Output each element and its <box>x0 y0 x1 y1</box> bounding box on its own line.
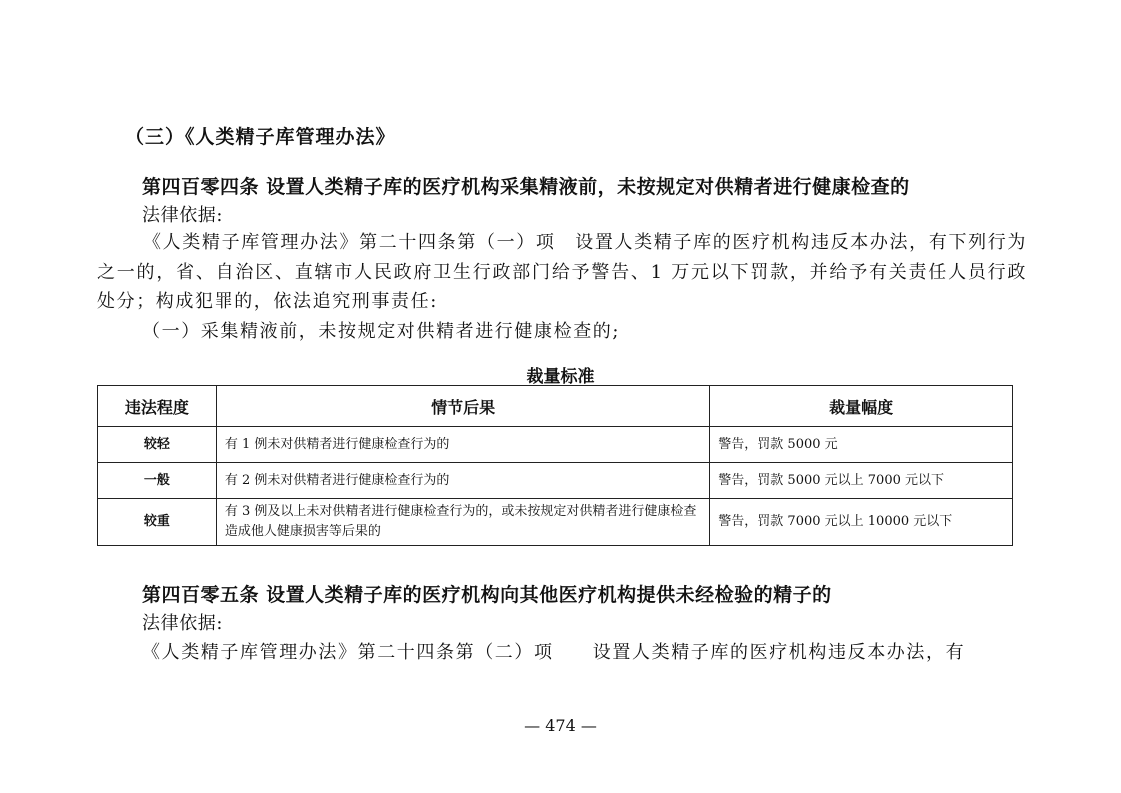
cell-circumstance: 有 1 例未对供精者进行健康检查行为的 <box>216 427 709 463</box>
article-405-title: 第四百零五条 设置人类精子库的医疗机构向其他医疗机构提供未经检验的精子的 <box>142 584 832 606</box>
cell-level: 一般 <box>98 463 217 499</box>
table-row <box>98 427 1013 463</box>
cell-range: 警告，罚款 5000 元以上 7000 元以下 <box>710 463 1013 499</box>
header-violation-level: 违法程度 <box>98 386 217 427</box>
page-number: — 474 — <box>524 716 597 735</box>
header-circumstance: 情节后果 <box>216 386 709 427</box>
cell-range: 警告，罚款 7000 元以上 10000 元以下 <box>710 499 1013 546</box>
cell-circumstance: 有 3 例及以上未对供精者进行健康检查行为的，或未按规定对供精者进行健康检查造成他人健康损害等后果的 <box>216 499 709 546</box>
article-404-basis-text: 《人类精子库管理办法》第二十四条第（一）项 设置人类精子库的医疗机构违反本办法，有下列行为之一的，省、自治区、直辖市人民政府卫生行政部门给予警告、1 万元以下罚款，并给予有关责任人员行政处分；构成犯罪的，依法追究刑事责任: <box>97 232 1027 312</box>
article-404-title: 第四百零四条 设置人类精子库的医疗机构采集精液前，未按规定对供精者进行健康检查的 <box>142 176 910 198</box>
cell-circumstance: 有 2 例未对供精者进行健康检查行为的 <box>216 463 709 499</box>
table-row <box>98 499 1013 546</box>
article-405-basis-text: 《人类精子库管理办法》第二十四条第（二）项 设置人类精子库的医疗机构违反本办法，有 <box>142 642 966 663</box>
table-row <box>98 463 1013 499</box>
table-caption: 裁量标准 <box>526 367 595 387</box>
table-header-row <box>98 386 1013 427</box>
discretion-standard-table <box>97 385 1013 546</box>
article-404-basis-label: 法律依据: <box>142 205 224 226</box>
header-discretion-range: 裁量幅度 <box>710 386 1013 427</box>
article-404-item-text: （一）采集精液前，未按规定对供精者进行健康检查的; <box>142 321 621 342</box>
article-405-basis-label: 法律依据: <box>142 613 224 634</box>
cell-range: 警告，罚款 5000 元 <box>710 427 1013 463</box>
cell-level: 较轻 <box>98 427 217 463</box>
cell-level: 较重 <box>98 499 217 546</box>
section-heading: （三）《人类精子库管理办法》 <box>125 126 396 148</box>
